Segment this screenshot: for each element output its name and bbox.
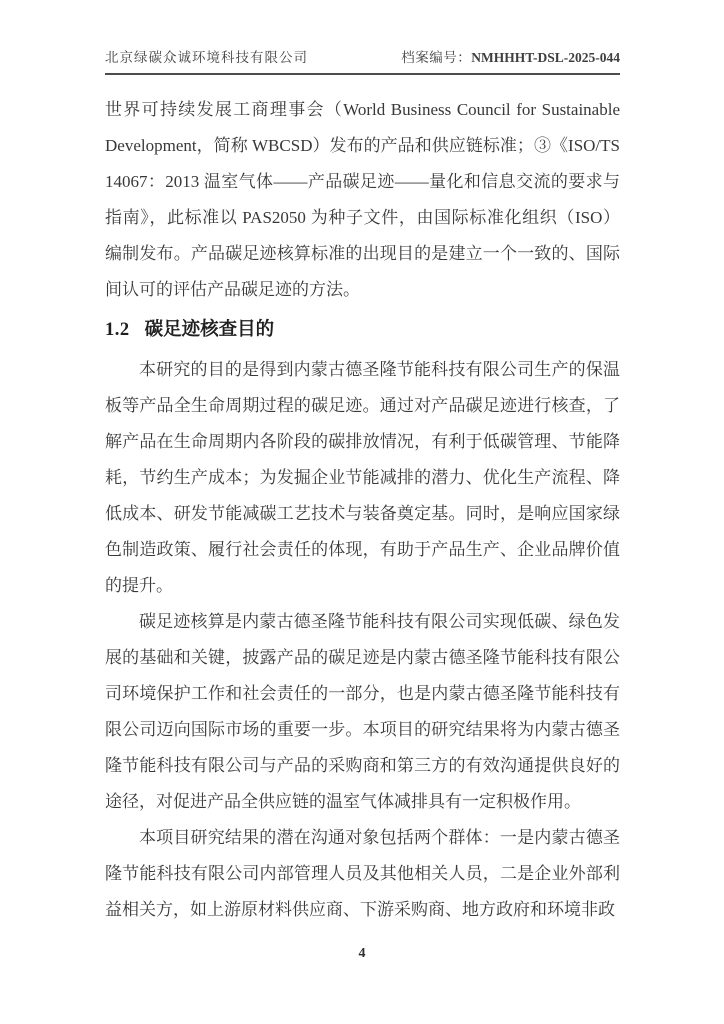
section-heading xyxy=(105,310,620,350)
header-doc-number xyxy=(401,50,620,66)
paragraph: 碳足迹核算是内蒙古德圣隆节能科技有限公司实现低碳、绿色发展的基础和关键，披露产品的碳足迹是内蒙古德圣隆节能科技有限公司环境保护工作和社会责任的一部分，也是内蒙古德圣隆节能科技有限公司迈向国际市场的重要一步。本项目的研究结果将为内蒙古德圣隆节能科技有限公司与产品的采购商和第三方的有效沟通提供良好的途径，对促进产品全供应链的温室气体减排具有一定积极作用。 xyxy=(105,612,620,811)
section-title: 碳足迹核查目的 xyxy=(144,320,275,340)
document-body xyxy=(105,92,620,928)
section-number: 1.2 xyxy=(105,320,130,340)
doc-number-value: NMHHHT-DSL-2025-044 xyxy=(471,50,620,65)
paragraph: 本研究的目的是得到内蒙古德圣隆节能科技有限公司生产的保温板等产品全生命周期过程的碳足迹。通过对产品碳足迹进行核查，了解产品在生命周期内各阶段的碳排放情况，有利于低碳管理、节能降耗，节约生产成本；为发掘企业节能减排的潜力、优化生产流程、降低成本、研发节能减碳工艺技术与装备奠定基。同时，是响应国家绿色制造政策、履行社会责任的体现，有助于产品生产、企业品牌价值的提升。 xyxy=(105,360,620,595)
paragraph: 本项目研究结果的潜在沟通对象包括两个群体：一是内蒙古德圣隆节能科技有限公司内部管理人员及其他相关人员，二是企业外部利益相关方，如上游原材料供应商、下游采购商、地方政府和环境非政 xyxy=(105,828,620,919)
page-header xyxy=(105,50,620,75)
header-company-name: 北京绿碳众诚环境科技有限公司 xyxy=(105,50,308,65)
paragraph-intro: 世界可持续发展工商理事会（World Business Council for Sustainable Development，简称 WBCSD）发布的产品和供应链标准；③《ISO/TS 14067：2013 温室气体——产品碳足迹——量化和信息交流的要求与指南》，此标准以 PAS2050 为种子文件，由国际标准化组织（ISO）编制发布。产品碳足迹核算标准的出现目的是建立一个一致的、国际间认可的评估产品碳足迹的方法。 xyxy=(105,100,620,299)
page-number: 4 xyxy=(358,946,366,961)
doc-number-label: 档案编号： xyxy=(401,50,472,65)
